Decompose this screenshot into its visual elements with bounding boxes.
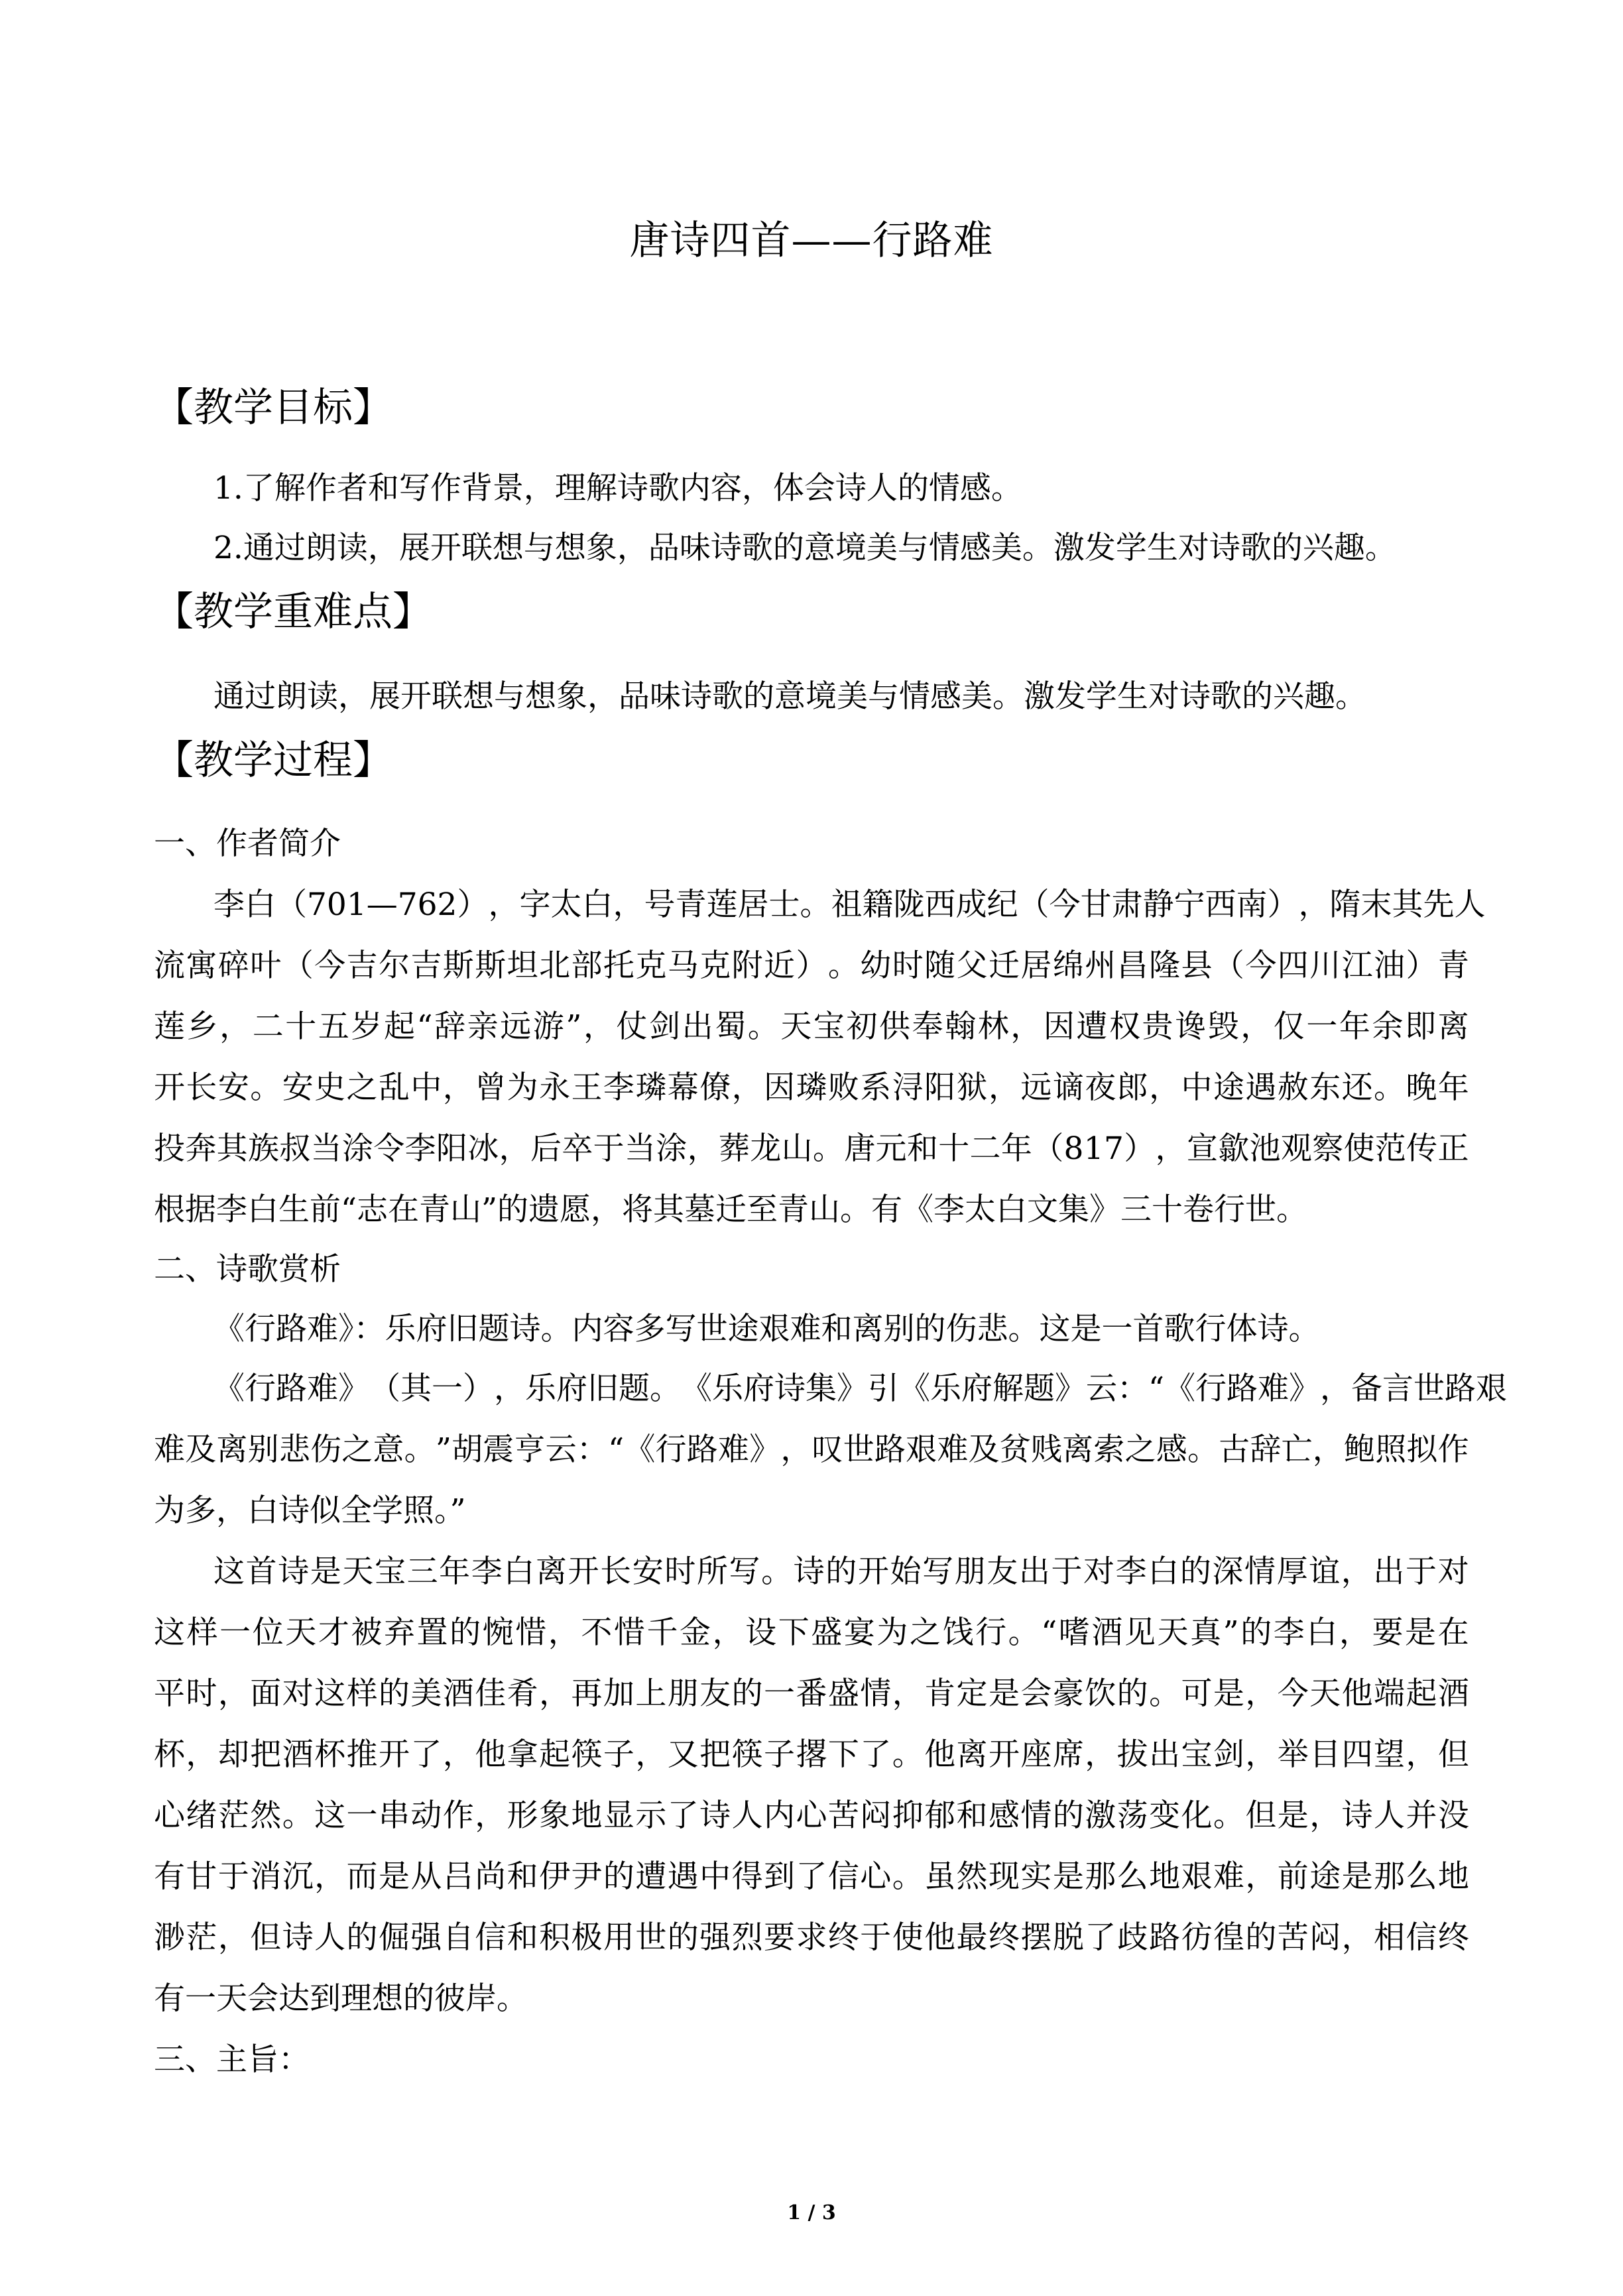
part1-line: 投 奔 其 族 叔 当 涂 令 李 阳 冰 ， 后 卒 于 当 涂 ， 葬 龙 山 。 唐 元 和 十 二 年 （ 8 1 7 ） ， 宣 歙 池 观 察 使 范 传 正 — [154, 1130, 1469, 1167]
keypoint-text: 通过朗读，展开联想与想象，品味诗歌的意境美与情感美。激发学生对诗歌的兴趣。 — [213, 678, 1366, 715]
part1-line: 开 长 安 。 安 史 之 乱 中 ， 曾 为 永 王 李 璘 幕 僚 ， 因 璘 败 系 浔 阳 狱 ， 远 谪 夜 郎 ， 中 途 遇 赦 东 还 。 晚 年 — [154, 1069, 1469, 1106]
part2-para2-line: 有 甘 于 消 沉 ， 而 是 从 吕 尚 和 伊 尹 的 遭 遇 中 得 到 了 信 心 。 虽 然 现 实 是 那 么 地 艰 难 ， 前 途 是 那 么 地 — [154, 1858, 1469, 1895]
part3-heading: 三、主旨： — [154, 2041, 310, 2078]
section-heading-keypoints: 【教学重难点】 — [154, 589, 432, 635]
page-number: 1 / 3 — [787, 2201, 836, 2224]
part1-line: 李 白 （ 7 0 1 — 7 6 2 ） ， 字 太 白 ， 号 青 莲 居 士 。 祖 籍 陇 西 成 纪 （ 今 甘 肃 静 宁 西 南 ） ， 隋 末 其 先 人 — [213, 886, 1486, 923]
part2-para2-line: 渺 茫 ， 但 诗 人 的 倔 强 自 信 和 积 极 用 世 的 强 烈 要 求 终 于 使 他 最 终 摆 脱 了 歧 路 彷 徨 的 苦 闷 ， 相 信 终 — [154, 1919, 1469, 1956]
part2-para2-line: 心 绪 茫 然 。 这 一 串 动 作 ， 形 象 地 显 示 了 诗 人 内 心 苦 闷 抑 郁 和 感 情 的 激 荡 变 化 。 但 是 ， 诗 人 并 没 — [154, 1797, 1469, 1834]
part2-para2-line: 杯 ， 却 把 酒 杯 推 开 了 ， 他 拿 起 筷 子 ， 又 把 筷 子 撂 下 了 。 他 离 开 座 席 ， 拔 出 宝 剑 ， 举 目 四 望 ， 但 — [154, 1736, 1469, 1773]
part2-para1-line: 为多，白诗似全学照。” — [154, 1492, 466, 1529]
part1-line: 流 寓 碎 叶 （ 今 吉 尔 吉 斯 斯 坦 北 部 托 克 马 克 附 近 ） 。 幼 时 随 父 迁 居 绵 州 昌 隆 县 （ 今 四 川 江 油 ） 青 — [154, 947, 1469, 984]
part2-para2-line: 这 首 诗 是 天 宝 三 年 李 白 离 开 长 安 时 所 写 。 诗 的 开 始 写 朋 友 出 于 对 李 白 的 深 情 厚 谊 ， 出 于 对 — [213, 1553, 1469, 1590]
part2-para2-line: 这 样 一 位 天 才 被 弃 置 的 惋 惜 ， 不 惜 千 金 ， 设 下 盛 宴 为 之 饯 行 。 “ 嗜 酒 见 天 真 ” 的 李 白 ， 要 是 在 — [154, 1614, 1469, 1651]
section-heading-goals: 【教学目标】 — [154, 385, 392, 431]
goal-item-1: 1.了解作者和写作背景，理解诗歌内容，体会诗人的情感。 — [213, 470, 1022, 507]
part1-heading: 一、作者简介 — [154, 825, 341, 862]
part2-para1-line: 难 及 离 别 悲 伤 之 意 。 ” 胡 震 亨 云 ： “ 《 行 路 难 》 ， 叹 世 路 艰 难 及 贫 贱 离 索 之 感 。 古 辞 亡 ， 鲍 照 拟 作 — [154, 1431, 1469, 1468]
goal-item-2: 2.通过朗读，展开联想与想象，品味诗歌的意境美与情感美。激发学生对诗歌的兴趣。 — [213, 530, 1396, 566]
page-title: 唐诗四首——行路难 — [629, 217, 994, 264]
part2-para2-line: 平 时 ， 面 对 这 样 的 美 酒 佳 肴 ， 再 加 上 朋 友 的 一 番 盛 情 ， 肯 定 是 会 豪 饮 的 。 可 是 ， 今 天 他 端 起 酒 — [154, 1675, 1469, 1712]
part2-para1-line: 《 行 路 难 》 （ 其 一 ） ， 乐 府 旧 题 。 《 乐 府 诗 集 》 引 《 乐 府 解 题 》 云 ： “ 《 行 路 难 》 ， 备 言 世 路 艰 — [213, 1370, 1508, 1407]
part2-heading: 二、诗歌赏析 — [154, 1251, 341, 1288]
part1-line: 莲 乡 ， 二 十 五 岁 起 “ 辞 亲 远 游 ” ， 仗 剑 出 蜀 。 天 宝 初 供 奉 翰 林 ， 因 遭 权 贵 谗 毁 ， 仅 一 年 余 即 离 — [154, 1008, 1469, 1045]
part2-intro: 《行路难》：乐府旧题诗。内容多写世途艰难和离别的伤悲。这是一首歌行体诗。 — [213, 1311, 1320, 1347]
part2-para2-line: 有一天会达到理想的彼岸。 — [154, 1980, 528, 2017]
part1-line: 根据李白生前“志在青山”的遗愿，将其墓迁至青山。有《李太白文集》三十卷行世。 — [154, 1191, 1308, 1228]
section-heading-process: 【教学过程】 — [154, 737, 392, 784]
